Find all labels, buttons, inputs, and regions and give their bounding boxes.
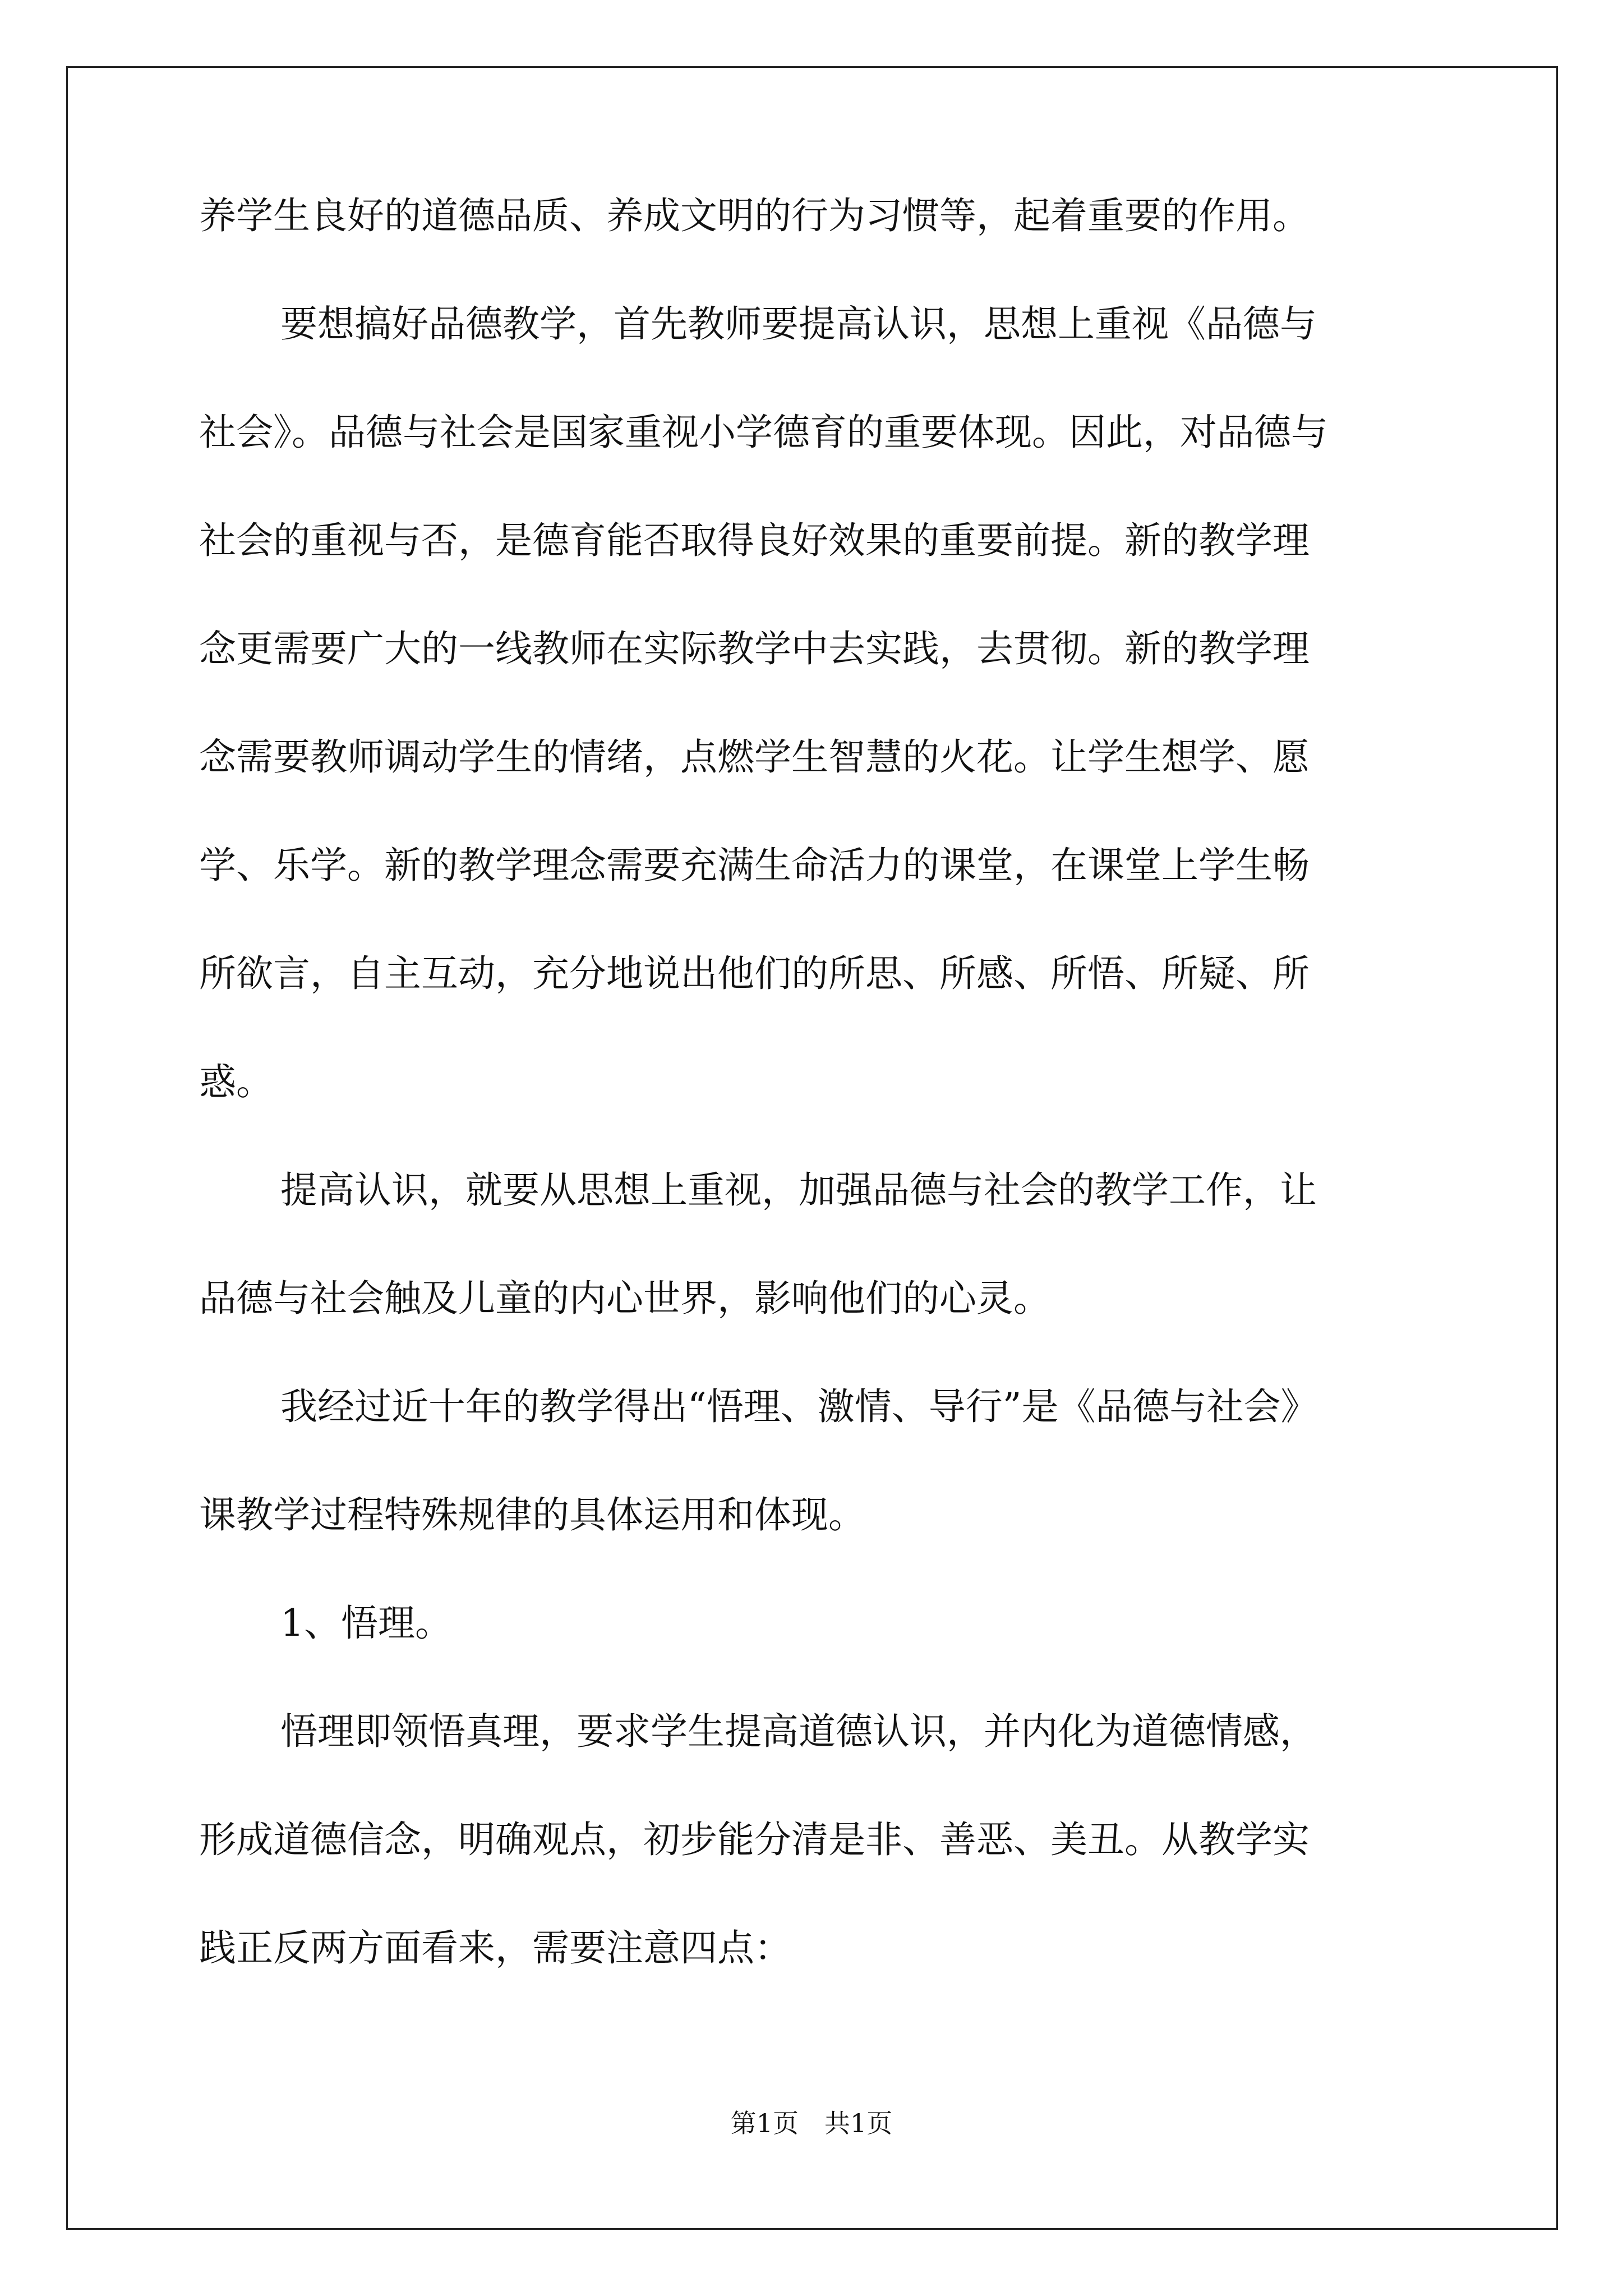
text-line: 践正反两方面看来，需要注意四点： bbox=[199, 1926, 791, 1970]
paragraph-start: 我经过近十年的教学得出“悟理、激情、导行”是《品德与社会》 bbox=[280, 1385, 1318, 1428]
paragraph-start: 悟理即领悟真理，要求学生提高道德认识，并内化为道德情感， bbox=[280, 1710, 1317, 1753]
text-line: 课教学过程特殊规律的具体运用和体现。 bbox=[199, 1493, 865, 1536]
text-line: 念更需要广大的一线教师在实际教学中去实践，去贯彻。新的教学理 bbox=[199, 627, 1310, 670]
text-line: 社会》。品德与社会是国家重视小学德育的重要体现。因此，对品德与 bbox=[199, 411, 1328, 454]
text-line: 社会的重视与否，是德育能否取得良好效果的重要前提。新的教学理 bbox=[199, 519, 1310, 562]
text-line: 形成道德信念，明确观点，初步能分清是非、善恶、美丑。从教学实 bbox=[199, 1818, 1310, 1861]
page-number-footer: 第1页 共1页 bbox=[730, 2108, 893, 2138]
page-border bbox=[66, 66, 1558, 2230]
section-heading: 1、悟理。 bbox=[280, 1602, 452, 1645]
text-line: 学、乐学。新的教学理念需要充满生命活力的课堂，在课堂上学生畅 bbox=[199, 844, 1310, 887]
text-line: 念需要教师调动学生的情绪，点燃学生智慧的火花。让学生想学、愿 bbox=[199, 735, 1310, 779]
text-line: 养学生良好的道德品质、养成文明的行为习惯等，起着重要的作用。 bbox=[199, 194, 1310, 237]
text-line: 惑。 bbox=[199, 1060, 273, 1103]
text-line: 所欲言，自主互动，充分地说出他们的所思、所感、所悟、所疑、所 bbox=[199, 952, 1310, 995]
paragraph-start: 提高认识，就要从思想上重视，加强品德与社会的教学工作，让 bbox=[280, 1168, 1317, 1212]
paragraph-start: 要想搞好品德教学，首先教师要提高认识，思想上重视《品德与 bbox=[280, 302, 1317, 346]
text-line: 品德与社会触及儿童的内心世界，影响他们的心灵。 bbox=[199, 1277, 1050, 1320]
